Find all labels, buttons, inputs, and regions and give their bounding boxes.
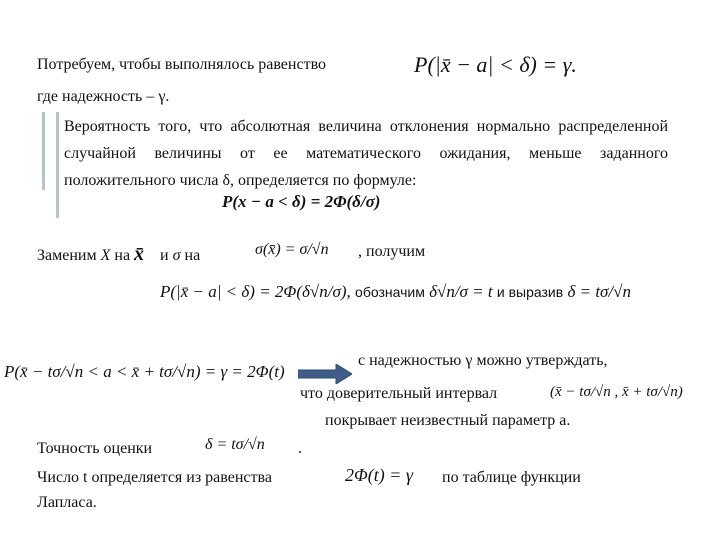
accuracy-dot: . xyxy=(298,440,302,457)
formula-sigma-xbar: σ(x̄) = σ/√n xyxy=(255,241,329,258)
confidence-text-1: с надежностью γ можно утверждать, xyxy=(358,352,608,369)
replace-line xyxy=(37,243,200,266)
left-bar-outer xyxy=(42,112,45,190)
formula-derivation-b: обозначим xyxy=(355,284,425,300)
left-bar-inner xyxy=(56,112,59,218)
replace-xbar: x̄ xyxy=(134,243,145,265)
t-definition: Число t определяется из равенства xyxy=(37,469,272,486)
text-line-1: Потребуем, чтобы выполнялось равенство xyxy=(37,56,327,73)
replace-text-c: и xyxy=(160,247,169,264)
replace-text-b: на xyxy=(114,247,131,264)
formula-normal-probability xyxy=(222,192,380,212)
replace-text-d: на xyxy=(184,247,201,264)
formula-confidence-interval: P(x̄ − tσ/√n < a < x̄ + tσ/√n) = γ = 2Φ(t) xyxy=(4,362,285,381)
formula-interval: (x̄ − tσ/√n , x̄ + tσ/√n) xyxy=(550,384,683,400)
formula-derivation xyxy=(160,282,631,302)
formula-phi: 2Φ(t) = γ xyxy=(345,465,413,485)
formula-derivation-d: и выразив xyxy=(496,284,564,300)
formula-derivation-c: δ√n/σ = t xyxy=(429,282,493,301)
replace-text-a: Заменим xyxy=(37,247,97,264)
formula-derivation-e: δ = tσ/√n xyxy=(567,282,631,301)
formula-accuracy: δ = tσ/√n xyxy=(205,436,265,453)
formula-reliability-text: P(|x̄ − a| < δ) = γ. xyxy=(414,52,577,77)
formula-derivation-a: P(|x̄ − a| < δ) = 2Φ(δ√n/σ), xyxy=(160,282,351,301)
table-text: по таблице функции xyxy=(442,469,581,486)
probability-paragraph: Вероятность того, что абсолютная величина отклонения нормально распределенной случайной величины от ее математического ожидания, меньше заданного положительного числа δ, определяется по формуле: xyxy=(64,118,668,189)
confidence-text-2: что доверительный интервал xyxy=(300,385,498,402)
replace-text-e: , получим xyxy=(358,243,426,260)
accuracy-label: Точность оценки xyxy=(37,440,153,457)
laplace-text: Лапласа. xyxy=(37,494,97,511)
confidence-text-3: покрывает неизвестный параметр a. xyxy=(325,412,571,429)
text-line-2: где надежность – γ. xyxy=(37,88,170,105)
formula-normal-probability-text: P(x − a < δ) = 2Φ(δ/σ) xyxy=(222,192,381,211)
replace-sigma: σ xyxy=(172,247,181,264)
replace-var-x: X xyxy=(100,247,111,264)
formula-reliability xyxy=(414,52,577,78)
